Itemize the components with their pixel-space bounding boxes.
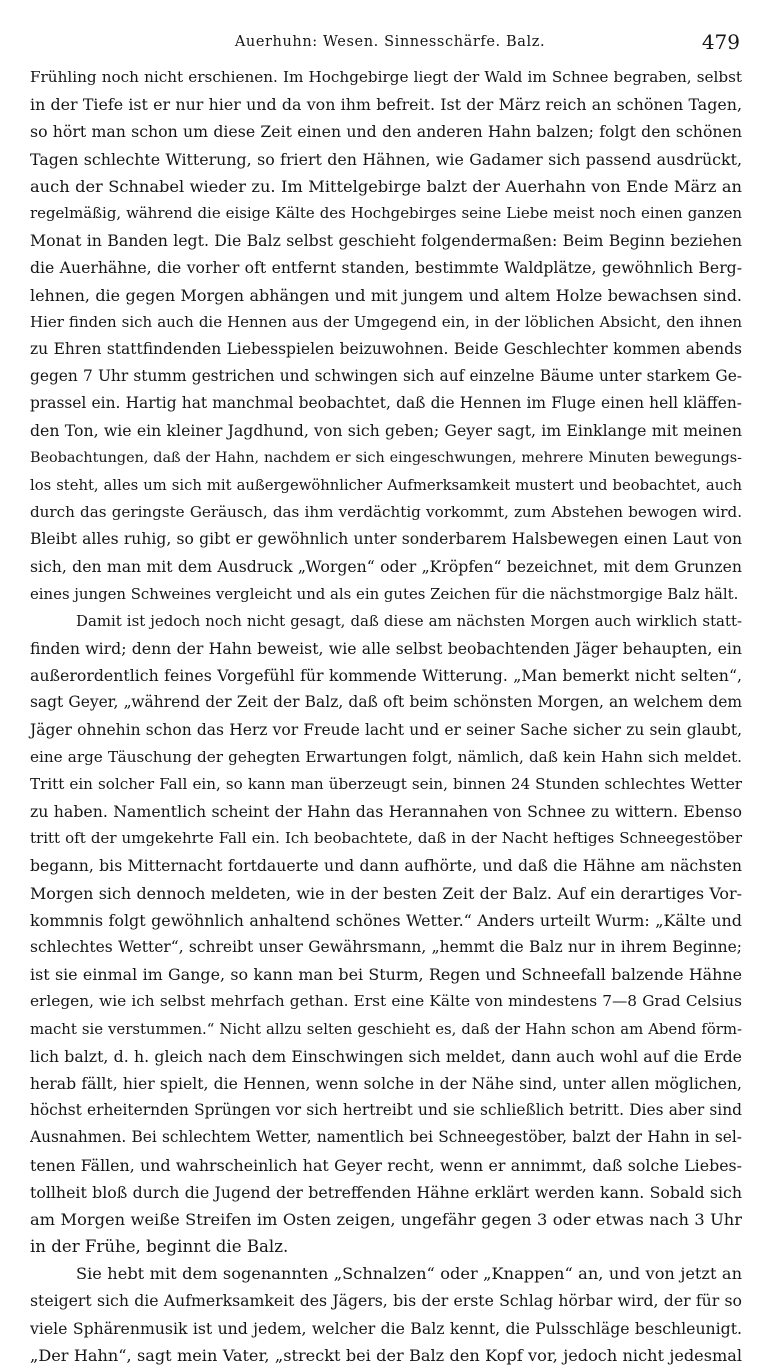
text-line: durch das geringste Geräusch, das ihm verdächtig vorkommt, zum Abstehen bewogen wird. (30, 503, 742, 521)
text-line: höchst erheiternden Sprüngen vor sich hertreibt und sie schließlich betritt. Dies aber sind (30, 1101, 742, 1120)
text-line: lehnen, die gegen Morgen abhängen und mit jungem und altem Holze bewachsen sind. (30, 285, 742, 305)
text-line: Beobachtungen, daß der Hahn, nachdem er sich eingeschwungen, mehrere Minuten bewegungs- (30, 449, 742, 466)
text-line: die Auerhähne, die vorher oft entfernt standen, bestimmte Waldplätze, gewöhnlich Berg- (30, 258, 742, 278)
text-line: lich balzt, d. h. gleich nach dem Einschwingen sich meldet, dann auch wohl auf die Erde (30, 1046, 742, 1066)
text-line: am Morgen weiße Streifen im Osten zeigen, ungefähr gegen 3 oder etwas nach 3 Uhr (30, 1209, 742, 1229)
running-head (40, 30, 740, 56)
text-line: tollheit bloß durch die Jugend der betreffenden Hähne erklärt werden kann. Sobald sich (30, 1182, 742, 1202)
text-line: ist sie einmal im Gange, so kann man bei Sturm, Regen und Schneefall balzende Hähne (30, 965, 742, 985)
text-line: erlegen, wie ich selbst mehrfach gethan. Erst eine Kälte von mindestens 7—8 Grad Celsius (30, 992, 742, 1011)
text-line: eines jungen Schweines vergleicht und als ein gutes Zeichen für die nächstmorgige Balz hält. (30, 584, 739, 603)
text-line: steigert sich die Aufmerksamkeit des Jägers, bis der erste Schlag hörbar wird, der für so (30, 1291, 742, 1311)
text-line: eine arge Täuschung der gehegten Erwartungen folgt, nämlich, daß kein Hahn sich meldet. (30, 747, 742, 766)
text-line: Tagen schlechte Witterung, so friert den Hähnen, wie Gadamer sich passend ausdrückt, (30, 149, 742, 169)
text-line: viele Sphärenmusik ist und jedem, welcher die Balz kennt, die Pulsschläge beschleunigt. (30, 1318, 742, 1338)
text-line: tenen Fällen, und wahrscheinlich hat Geyer recht, wenn er annimmt, daß solche Liebes- (30, 1155, 742, 1175)
text-line: Sie hebt mit dem sogenannten „Schnalzen“ oder „Knappen“ an, und von jetzt an (76, 1264, 742, 1284)
text-line: gegen 7 Uhr stumm gestrichen und schwingen sich auf einzelne Bäume unter starkem Ge- (30, 367, 742, 386)
text-line: Tritt ein solcher Fall ein, so kann man überzeugt sein, binnen 24 Stunden schlechtes Wetter (30, 774, 742, 793)
text-line: los steht, alles um sich mit außergewöhnlicher Aufmerksamkeit mustert und beobachtet, auch (30, 476, 742, 494)
text-line: Hier finden sich auch die Hennen aus der Umgegend ein, in der löblichen Absicht, den ihnen (30, 312, 742, 331)
text-line: den Ton, wie ein kleiner Jagdhund, von sich geben; Geyer sagt, im Einklange mit meinen (30, 421, 742, 441)
text-line: schlechtes Wetter“, schreibt unser Gewährsmann, „hemmt die Balz nur in ihrem Beginne; (30, 938, 742, 956)
body-text (30, 64, 742, 1369)
text-line: zu haben. Namentlich scheint der Hahn das Herannahen von Schnee zu wittern. Ebenso (30, 802, 742, 822)
text-line: Damit ist jedoch noch nicht gesagt, daß diese am nächsten Morgen auch wirklich statt- (76, 611, 742, 630)
text-line: außerordentlich feines Vorgefühl für kommende Witterung. „Man bemerkt nicht selten“, (30, 666, 742, 686)
text-line: macht sie verstummen.“ Nicht allzu selten geschieht es, daß der Hahn schon am Abend förm- (30, 1019, 742, 1038)
text-line: Morgen sich dennoch meldeten, wie in der besten Zeit der Balz. Auf ein derartiges Vor- (30, 883, 742, 903)
text-line: prassel ein. Hartig hat manchmal beobachtet, daß die Hennen im Fluge einen hell kläffen- (30, 394, 742, 413)
text-line: auch der Schnabel wieder zu. Im Mittelgebirge balzt der Auerhahn von Ende März an (30, 176, 742, 196)
text-line: Frühling noch nicht erschienen. Im Hochgebirge liegt der Wald im Schnee begraben, selbst (30, 68, 742, 86)
text-line: so hört man schon um diese Zeit einen und den anderen Hahn balzen; folgt den schönen (30, 122, 742, 142)
text-line: Bleibt alles ruhig, so gibt er gewöhnlich unter sonderbarem Halsbewegen einen Laut von (30, 530, 742, 549)
text-line: „Der Hahn“, sagt mein Vater, „streckt bei der Balz den Kopf vor, jedoch nicht jedesmal (30, 1345, 742, 1365)
text-line: kommnis folgt gewöhnlich anhaltend schönes Wetter.“ Anders urteilt Wurm: „Kälte und (30, 910, 742, 930)
text-line: regelmäßig, während die eisige Kälte des Hochgebirges seine Liebe meist noch einen ganzen (30, 203, 742, 222)
text-line: sich, den man mit dem Ausdruck „Worgen“ oder „Kröpfen“ bezeichnet, mit dem Grunzen (30, 557, 742, 577)
text-line: Monat in Banden legt. Die Balz selbst geschieht folgendermaßen: Beim Beginn beziehen (30, 231, 742, 251)
page-number: 479 (701, 30, 740, 54)
text-line: sagt Geyer, „während der Zeit der Balz, daß oft beim schönsten Morgen, an welchem dem (30, 693, 742, 712)
text-line: in der Frühe, beginnt die Balz. (30, 1237, 289, 1257)
text-line: zu Ehren stattfindenden Liebesspielen beizuwohnen. Beide Geschlechter kommen abends (30, 339, 742, 358)
text-line: finden wird; denn der Hahn beweist, wie alle selbst beobachtenden Jäger behaupten, ein (30, 638, 742, 658)
text-line: begann, bis Mitternacht fortdauerte und dann aufhörte, und daß die Hähne am nächsten (30, 856, 742, 876)
text-line: Jäger ohnehin schon das Herz vor Freude lacht und er seiner Sache sicher zu sein glaubt, (30, 720, 742, 739)
running-title: Auerhuhn: Wesen. Sinnesschärfe. Balz. (234, 34, 546, 50)
text-line: Ausnahmen. Bei schlechtem Wetter, namentlich bei Schneegestöber, balzt der Hahn in sel- (30, 1128, 742, 1147)
text-line: herab fällt, hier spielt, die Hennen, wenn solche in der Nähe sind, unter allen möglichen, (30, 1073, 742, 1093)
text-line: tritt oft der umgekehrte Fall ein. Ich beobachtete, daß in der Nacht heftiges Schneegestöber (30, 829, 742, 848)
text-line: in der Tiefe ist er nur hier und da von ihm befreit. Ist der März reich an schönen Tagen, (30, 95, 742, 115)
